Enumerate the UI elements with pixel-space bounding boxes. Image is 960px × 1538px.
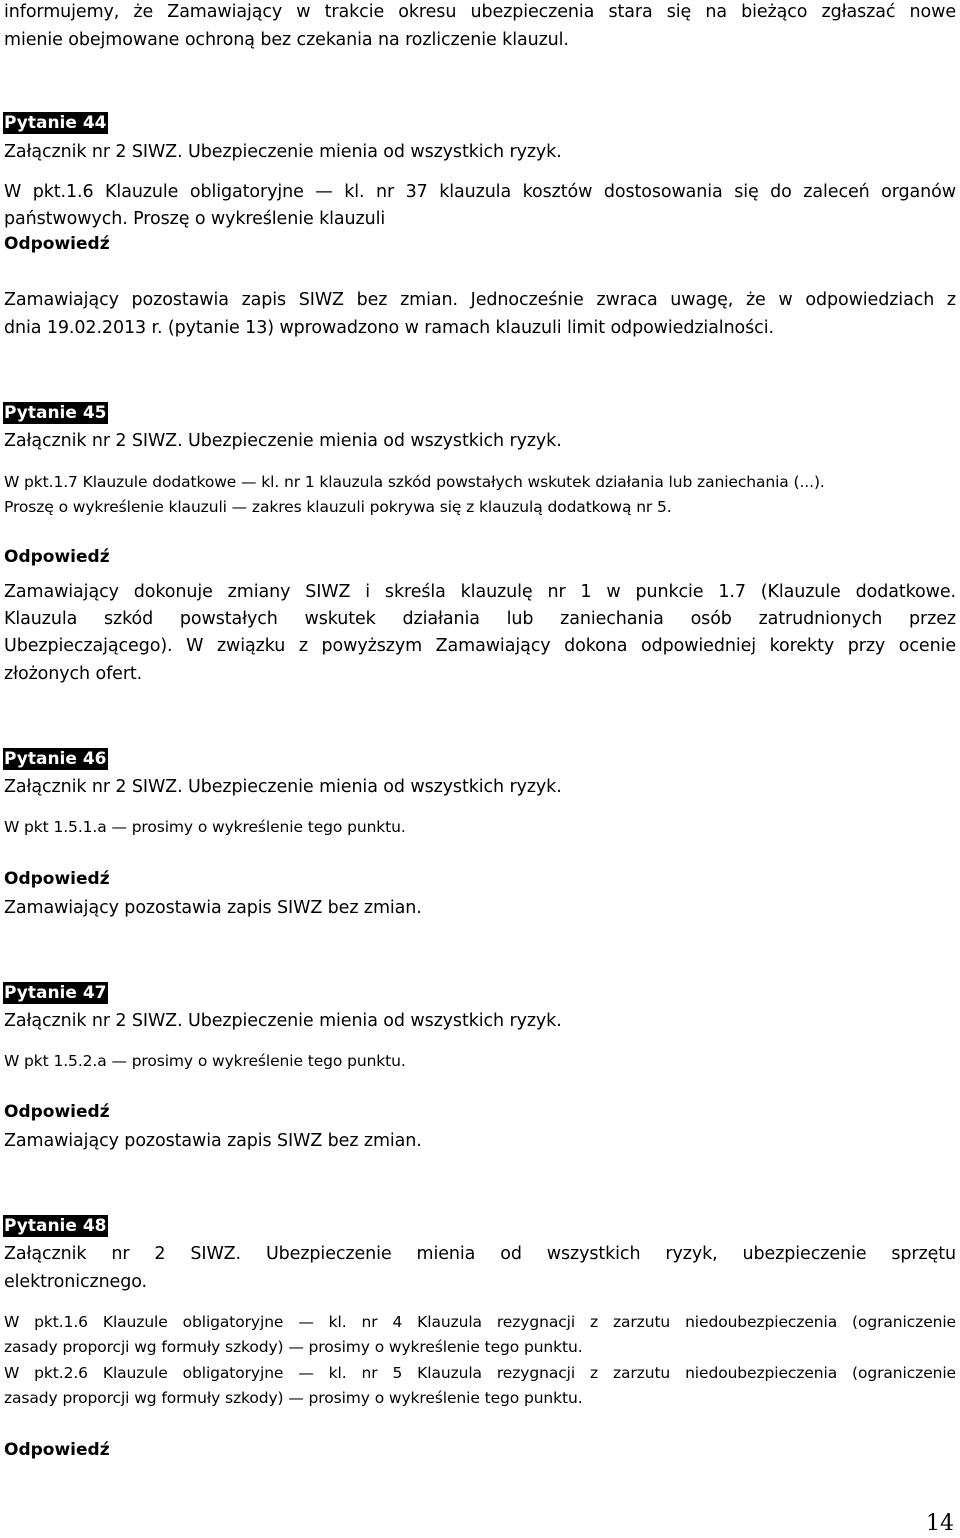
answer-text: Klauzula szkód powstałych wskutek działania lub zaniechania osób zatrudnionych przez [4, 609, 956, 629]
answer-text: Zamawiający pozostawia zapis SIWZ bez zmian. Jednocześnie zwraca uwagę, że w odpowiedziach z [4, 290, 956, 310]
intro-line: mienie obejmowane ochroną bez czekania na rozliczenie klauzul. [4, 30, 569, 50]
question-text: W pkt.2.6 Klauzule obligatoryjne — kl. nr 5 Klauzula rezygnacji z zarzutu niedoubezpieczenia (ograniczenie [4, 1364, 956, 1382]
answer-text: złożonych ofert. [4, 664, 143, 684]
answer-text: Zamawiający pozostawia zapis SIWZ bez zmian. [4, 1131, 422, 1151]
question-text: W pkt 1.5.2.a — prosimy o wykreślenie tego punktu. [4, 1052, 406, 1070]
page-number: 14 [926, 1511, 954, 1536]
question-attachment: elektronicznego. [4, 1272, 147, 1292]
question-text: państwowych. Proszę o wykreślenie klauzuli [4, 209, 386, 229]
answer-label: Odpowiedź [4, 869, 110, 889]
answer-text: Ubezpieczającego). W związku z powyższym Zamawiający dokona odpowiedniej korekty przy ocenie [4, 636, 956, 656]
intro-line: informujemy, że Zamawiający w trakcie okresu ubezpieczenia stara się na bieżąco zgłaszać nowe [4, 2, 956, 22]
question-attachment: Załącznik nr 2 SIWZ. Ubezpieczenie mienia od wszystkich ryzyk. [4, 431, 562, 451]
question-text: W pkt.1.7 Klauzule dodatkowe — kl. nr 1 klauzula szkód powstałych wskutek działania lub zaniechania (...). [4, 473, 825, 491]
question-heading: Pytanie 47 [4, 983, 107, 1003]
question-text: W pkt 1.5.1.a — prosimy o wykreślenie tego punktu. [4, 818, 406, 836]
question-attachment: Załącznik nr 2 SIWZ. Ubezpieczenie mienia od wszystkich ryzyk. [4, 1011, 562, 1031]
question-text: W pkt.1.6 Klauzule obligatoryjne — kl. nr 37 klauzula kosztów dostosowania się do zaleceń organów [4, 182, 956, 202]
answer-text: dnia 19.02.2013 r. (pytanie 13) wprowadzono w ramach klauzuli limit odpowiedzialności. [4, 318, 774, 338]
question-text: zasady proporcji wg formuły szkody) — prosimy o wykreślenie tego punktu. [4, 1338, 583, 1356]
answer-text: Zamawiający pozostawia zapis SIWZ bez zmian. [4, 898, 422, 918]
answer-label: Odpowiedź [4, 547, 110, 567]
question-attachment: Załącznik nr 2 SIWZ. Ubezpieczenie mienia od wszystkich ryzyk. [4, 142, 562, 162]
question-heading: Pytanie 48 [4, 1216, 107, 1236]
question-text: Proszę o wykreślenie klauzuli — zakres klauzuli pokrywa się z klauzulą dodatkową nr 5. [4, 498, 672, 516]
answer-label: Odpowiedź [4, 1440, 110, 1460]
question-heading: Pytanie 44 [4, 113, 107, 133]
question-attachment: Załącznik nr 2 SIWZ. Ubezpieczenie mienia od wszystkich ryzyk. [4, 777, 562, 797]
question-attachment: Załącznik nr 2 SIWZ. Ubezpieczenie mienia od wszystkich ryzyk, ubezpieczenie sprzętu [4, 1244, 956, 1264]
question-heading: Pytanie 46 [4, 749, 107, 769]
question-text: W pkt.1.6 Klauzule obligatoryjne — kl. nr 4 Klauzula rezygnacji z zarzutu niedoubezpieczenia (ograniczenie [4, 1313, 956, 1331]
question-text: zasady proporcji wg formuły szkody) — prosimy o wykreślenie tego punktu. [4, 1389, 583, 1407]
answer-label: Odpowiedź [4, 234, 110, 254]
answer-text: Zamawiający dokonuje zmiany SIWZ i skreśla klauzulę nr 1 w punkcie 1.7 (Klauzule dodatkowe. [4, 582, 956, 602]
answer-label: Odpowiedź [4, 1102, 110, 1122]
question-heading: Pytanie 45 [4, 403, 107, 423]
